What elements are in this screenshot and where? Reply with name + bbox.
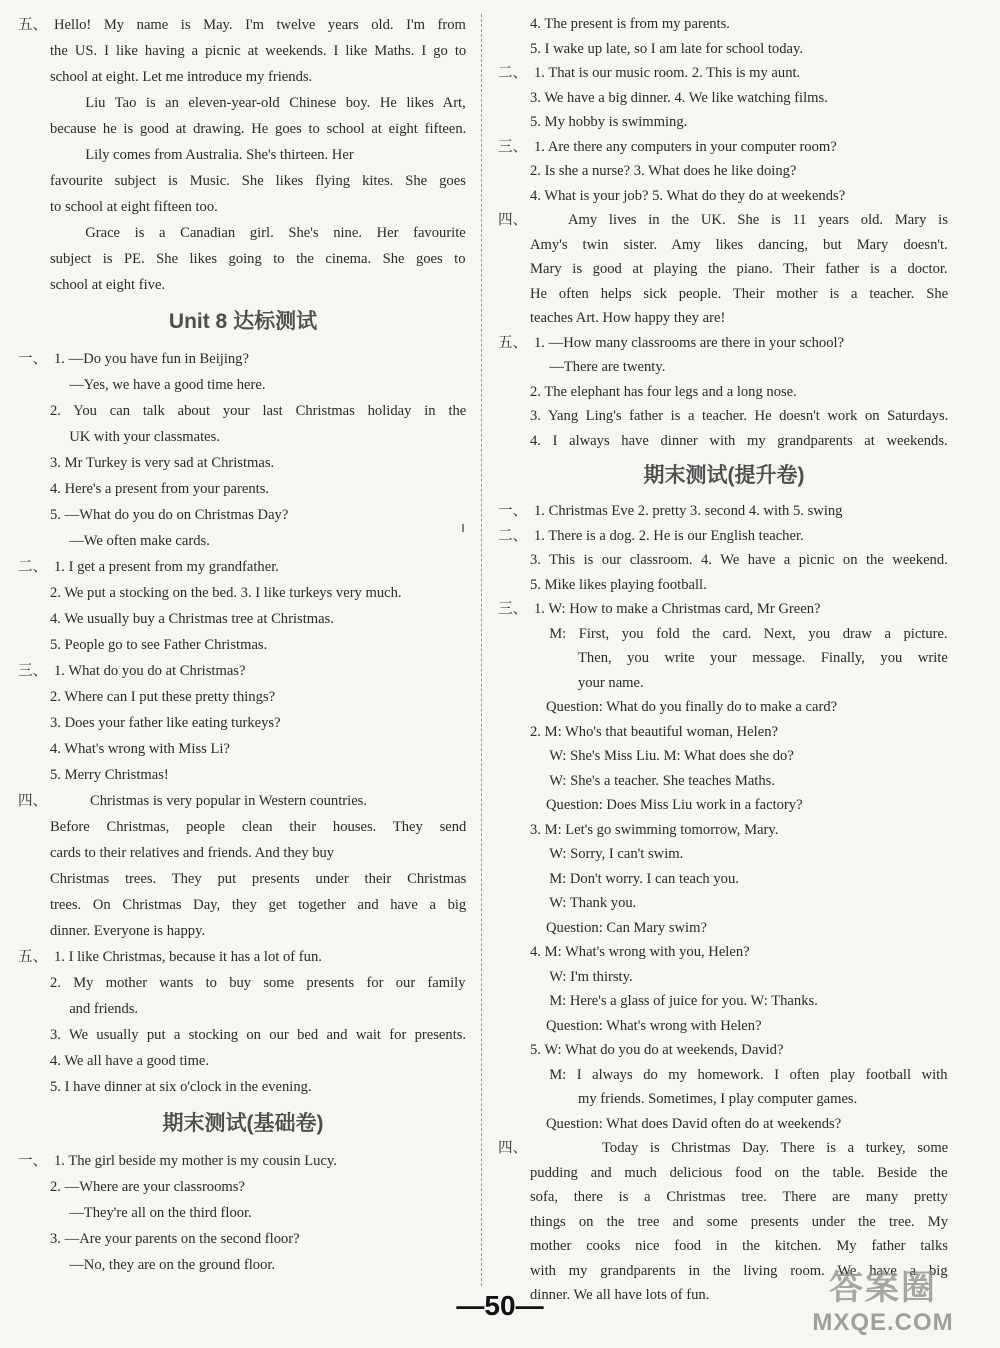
section-heading: 期末测试(提升卷) xyxy=(643,464,805,487)
line-text: 1. —How many classrooms are there in your school? xyxy=(534,334,845,351)
line-text: 4. The present is from my parents. xyxy=(530,16,730,32)
line-text: favourite subject is Music. She likes flying kites. She goes xyxy=(50,173,466,189)
text-line xyxy=(18,12,468,38)
line-text: Liu Tao is an eleven-year-old Chinese boy. He likes Art, xyxy=(85,95,466,111)
text-line xyxy=(498,1014,950,1039)
line-text: 2. —Where are your classrooms? xyxy=(50,1179,245,1195)
text-line xyxy=(18,424,468,450)
section-marker: 四、 xyxy=(498,212,528,228)
line-text: 2. Is she a nurse? 3. What does he like doing? xyxy=(530,163,797,179)
text-line xyxy=(18,944,468,970)
text-line xyxy=(18,116,468,142)
line-text: 2. You can talk about your last Christmas holiday in the xyxy=(50,403,467,419)
text-line xyxy=(18,528,468,554)
text-line xyxy=(18,970,468,996)
line-text: 1. There is a dog. 2. He is our English teacher. xyxy=(534,527,804,544)
line-text: 5. I wake up late, so I am late for school today. xyxy=(530,40,804,57)
text-line xyxy=(498,380,950,405)
text-line xyxy=(498,965,950,990)
line-text: Before Christmas, people clean their houses. They send xyxy=(50,819,467,835)
text-line xyxy=(498,12,950,37)
text-line xyxy=(498,769,950,794)
line-text: 4. What is your job? 5. What do they do at weekends? xyxy=(530,187,846,204)
line-text: 5. —What do you do on Christmas Day? xyxy=(50,507,289,523)
text-line xyxy=(498,842,950,867)
line-text: W: Thank you. xyxy=(549,895,637,911)
text-line xyxy=(498,548,950,573)
text-line xyxy=(18,632,468,658)
line-text: because he is good at drawing. He goes to school at eight fifteen. xyxy=(50,121,467,137)
section-marker: 五、 xyxy=(498,334,528,351)
line-text: 3. This is our classroom. 4. We have a picnic on the weekend. xyxy=(530,552,948,568)
text-line xyxy=(18,866,468,892)
text-line xyxy=(18,168,468,194)
line-text: 3. Does your father like eating turkeys? xyxy=(50,715,281,731)
line-text: W: I'm thirsty. xyxy=(549,968,633,985)
line-text: 1. The girl beside my mother is my cousin Lucy. xyxy=(54,1153,337,1169)
line-text: teaches Art. How happy they are! xyxy=(530,310,726,326)
text-line xyxy=(498,744,950,769)
line-text: 3. M: Let's go swimming tomorrow, Mary. xyxy=(530,821,779,838)
line-text: school at eight five. xyxy=(50,277,166,293)
line-text: —There are twenty. xyxy=(549,359,666,375)
text-line xyxy=(18,194,468,220)
text-line xyxy=(18,1148,468,1174)
text-line xyxy=(498,573,950,598)
line-text: 2. Where can I put these pretty things? xyxy=(50,689,276,705)
section-marker: 一、 xyxy=(18,1153,48,1169)
text-line xyxy=(498,1038,950,1063)
text-line xyxy=(18,372,468,398)
line-text: 2. We put a stocking on the bed. 3. I like turkeys very much. xyxy=(50,585,402,601)
text-line xyxy=(498,622,950,647)
text-line xyxy=(498,818,950,843)
line-text: 4. I always have dinner with my grandparents at weekends. xyxy=(530,432,948,449)
line-text: 4. We all have a good time. xyxy=(50,1053,210,1069)
line-text: UK with your classmates. xyxy=(69,429,220,445)
line-text: Question: What do you finally do to make a card? xyxy=(546,699,838,715)
line-text: Grace is a Canadian girl. She's nine. Her favourite xyxy=(85,225,466,241)
line-text: M: Here's a glass of juice for you. W: Thanks. xyxy=(549,993,818,1009)
text-line xyxy=(18,580,468,606)
line-text: subject is PE. She likes going to the cinema. She goes to xyxy=(50,251,466,267)
line-text: my friends. Sometimes, I play computer games. xyxy=(578,1091,858,1107)
line-text: M: First, you fold the card. Next, you draw a picture. xyxy=(549,625,948,642)
line-text: with my grandparents in the living room. We have a big xyxy=(530,1262,948,1279)
text-line xyxy=(498,646,950,671)
text-line xyxy=(498,891,950,916)
section-marker: 一、 xyxy=(498,503,528,519)
line-text: 1. Christmas Eve 2. pretty 3. second 4. with 5. swing xyxy=(534,503,843,519)
line-text: 5. People go to see Father Christmas. xyxy=(50,637,268,653)
line-text: 1. W: How to make a Christmas card, Mr Green? xyxy=(534,601,821,617)
text-line xyxy=(18,736,468,762)
text-line xyxy=(498,208,950,233)
line-text: sofa, there is a Christmas tree. There are many pretty xyxy=(530,1189,948,1205)
text-line xyxy=(498,867,950,892)
text-line xyxy=(18,246,468,272)
line-text: W: She's Miss Liu. M: What does she do? xyxy=(549,748,794,764)
scan-mark xyxy=(462,524,464,532)
line-text: to school at eight fifteen too. xyxy=(50,199,218,215)
column-divider xyxy=(481,14,482,1286)
text-line xyxy=(498,1210,950,1235)
text-line xyxy=(498,184,950,209)
line-text: 5. Merry Christmas! xyxy=(50,767,169,783)
line-text: Amy's twin sister. Amy likes dancing, but Mary doesn't. xyxy=(530,236,948,253)
text-line xyxy=(498,524,950,549)
section-marker: 四、 xyxy=(498,1140,528,1156)
line-text: 1. —Do you have fun in Beijing? xyxy=(54,351,249,367)
text-line xyxy=(18,272,468,298)
text-line xyxy=(498,233,950,258)
text-line xyxy=(498,306,950,331)
section-marker: 二、 xyxy=(498,65,528,81)
line-text: Question: Can Mary swim? xyxy=(546,919,707,936)
line-text: Lily comes from Australia. She's thirteen. Her xyxy=(85,147,354,163)
text-line xyxy=(498,282,950,307)
text-line xyxy=(18,1048,468,1074)
text-line xyxy=(498,671,950,696)
line-text: 5. W: What do you do at weekends, David? xyxy=(530,1042,784,1058)
text-line xyxy=(498,86,950,111)
line-text: 3. We have a big dinner. 4. We like watching films. xyxy=(530,89,828,106)
text-line xyxy=(18,996,468,1022)
text-line xyxy=(18,658,468,684)
section-marker: 五、 xyxy=(18,949,48,965)
text-line xyxy=(18,554,468,580)
line-text: 1. That is our music room. 2. This is my aunt. xyxy=(534,65,801,81)
line-text: Question: What's wrong with Helen? xyxy=(546,1017,762,1034)
line-text: 1. I like Christmas, because it has a lot of fun. xyxy=(54,949,322,965)
line-text: Then, you write your message. Finally, you write xyxy=(578,650,948,666)
text-line xyxy=(18,1200,468,1226)
watermark-bottom: MXQE.COM xyxy=(812,1309,954,1336)
text-line xyxy=(18,606,468,632)
text-line xyxy=(498,793,950,818)
text-line xyxy=(18,840,468,866)
line-text: M: Don't worry. I can teach you. xyxy=(549,870,739,887)
section-marker: 二、 xyxy=(498,527,528,544)
left-column xyxy=(18,12,468,1278)
text-line xyxy=(498,429,950,454)
text-line xyxy=(18,64,468,90)
text-line xyxy=(498,1185,950,1210)
text-line xyxy=(18,892,468,918)
line-text: 4. We usually buy a Christmas tree at Christmas. xyxy=(50,611,334,627)
text-line xyxy=(18,788,468,814)
section-marker: 二、 xyxy=(18,559,48,575)
text-line xyxy=(18,814,468,840)
line-text: Mary is good at playing the piano. Their father is a doctor. xyxy=(530,261,948,277)
line-text: your name. xyxy=(578,674,644,691)
text-line xyxy=(18,346,468,372)
text-line xyxy=(498,1161,950,1186)
section-marker: 一、 xyxy=(18,351,48,367)
line-text: Question: Does Miss Liu work in a factory? xyxy=(546,797,803,813)
text-line xyxy=(498,159,950,184)
section-heading: 期末测试(基础卷) xyxy=(162,1112,324,1135)
right-column xyxy=(498,12,950,1308)
text-line xyxy=(18,1074,468,1100)
section-marker: 三、 xyxy=(498,601,528,617)
line-text: Amy lives in the UK. She is 11 years old. Mary is xyxy=(568,212,948,228)
text-line xyxy=(498,720,950,745)
line-text: Hello! My name is May. I'm twelve years old. I'm from xyxy=(54,17,466,33)
line-text: 1. Are there any computers in your computer room? xyxy=(534,138,837,155)
line-text: things on the tree and some presents under the tree. My xyxy=(530,1213,949,1230)
text-line xyxy=(18,1226,468,1252)
line-text: Today is Christmas Day. There is a turkey, some xyxy=(602,1140,949,1156)
line-text: cards to their relatives and friends. And they buy xyxy=(50,845,335,861)
line-text: M: I always do my homework. I often play football with xyxy=(549,1066,948,1083)
text-line xyxy=(498,989,950,1014)
text-line xyxy=(18,450,468,476)
line-text: 1. I get a present from my grandfather. xyxy=(54,559,279,575)
line-text: 2. My mother wants to buy some presents for our family xyxy=(50,975,466,991)
line-text: the US. I like having a picnic at weekends. I like Maths. I go to xyxy=(50,43,467,59)
line-text: —No, they are on the ground floor. xyxy=(69,1257,276,1273)
line-text: dinner. We all have lots of fun. xyxy=(530,1287,710,1303)
text-line xyxy=(498,1087,950,1112)
text-line xyxy=(18,918,468,944)
text-line xyxy=(18,1252,468,1278)
text-line xyxy=(498,499,950,524)
text-line xyxy=(498,1136,950,1161)
line-text: school at eight. Let me introduce my friends. xyxy=(50,69,313,85)
line-text: —Yes, we have a good time here. xyxy=(69,377,266,393)
text-line xyxy=(498,940,950,965)
text-line xyxy=(498,331,950,356)
line-text: 2. The elephant has four legs and a long nose. xyxy=(530,383,797,400)
line-text: 1. What do you do at Christmas? xyxy=(54,663,246,679)
watermark-top: 答案圈 xyxy=(829,1269,937,1307)
text-line xyxy=(498,404,950,429)
line-text: dinner. Everyone is happy. xyxy=(50,923,206,939)
line-text: Christmas trees. They put presents under their Christmas xyxy=(50,871,467,887)
section-marker: 三、 xyxy=(18,663,48,679)
text-line xyxy=(498,1112,950,1137)
text-line xyxy=(18,684,468,710)
text-line xyxy=(498,135,950,160)
text-line xyxy=(498,597,950,622)
section-marker: 三、 xyxy=(498,138,528,155)
line-text: 2. M: Who's that beautiful woman, Helen? xyxy=(530,723,778,740)
line-text: W: She's a teacher. She teaches Maths. xyxy=(549,772,775,789)
line-text: He often helps sick people. Their mother is a teacher. She xyxy=(530,285,949,302)
line-text: 5. Mike likes playing football. xyxy=(530,576,707,593)
text-line xyxy=(498,37,950,62)
line-text: mother cooks nice food in the kitchen. My father talks xyxy=(530,1238,948,1254)
line-text: trees. On Christmas Day, they get together and have a big xyxy=(50,897,467,913)
line-text: and friends. xyxy=(69,1001,139,1017)
text-line xyxy=(498,695,950,720)
line-text: 4. M: What's wrong with you, Helen? xyxy=(530,944,750,960)
line-text: W: Sorry, I can't swim. xyxy=(549,846,684,862)
line-text: Christmas is very popular in Western countries. xyxy=(90,793,368,809)
text-line xyxy=(18,710,468,736)
line-text: 3. We usually put a stocking on our bed and wait for presents. xyxy=(50,1027,467,1043)
line-text: 4. What's wrong with Miss Li? xyxy=(50,741,230,757)
text-line xyxy=(18,220,468,246)
line-text: 3. —Are your parents on the second floor? xyxy=(50,1231,300,1247)
line-text: 5. My hobby is swimming. xyxy=(530,114,688,130)
text-line xyxy=(18,90,468,116)
page-number: —50— xyxy=(456,1290,544,1321)
text-line xyxy=(18,1022,468,1048)
text-line xyxy=(498,355,950,380)
text-line xyxy=(18,476,468,502)
section-marker: 五、 xyxy=(18,17,48,33)
text-line xyxy=(498,61,950,86)
text-line xyxy=(18,762,468,788)
text-line xyxy=(498,1063,950,1088)
line-text: pudding and much delicious food on the table. Beside the xyxy=(530,1164,948,1181)
line-text: —We often make cards. xyxy=(69,533,210,549)
text-line xyxy=(18,142,468,168)
text-line xyxy=(18,502,468,528)
line-text: 5. I have dinner at six o'clock in the evening. xyxy=(50,1079,312,1095)
section-marker: 四、 xyxy=(18,793,48,809)
watermark-logo xyxy=(788,1268,978,1340)
section-heading: Unit 8 达标测试 xyxy=(168,310,318,333)
line-text: 4. Here's a present from your parents. xyxy=(50,481,270,497)
text-line xyxy=(498,257,950,282)
line-text: —They're all on the third floor. xyxy=(69,1205,252,1221)
line-text: Question: What does David often do at weekends? xyxy=(546,1115,842,1132)
text-line xyxy=(18,1174,468,1200)
text-line xyxy=(18,398,468,424)
text-line xyxy=(18,38,468,64)
text-line xyxy=(498,110,950,135)
text-line xyxy=(498,1234,950,1259)
text-line xyxy=(498,916,950,941)
line-text: 3. Mr Turkey is very sad at Christmas. xyxy=(50,455,275,471)
line-text: 3. Yang Ling's father is a teacher. He doesn't work on Saturdays. xyxy=(530,408,949,424)
